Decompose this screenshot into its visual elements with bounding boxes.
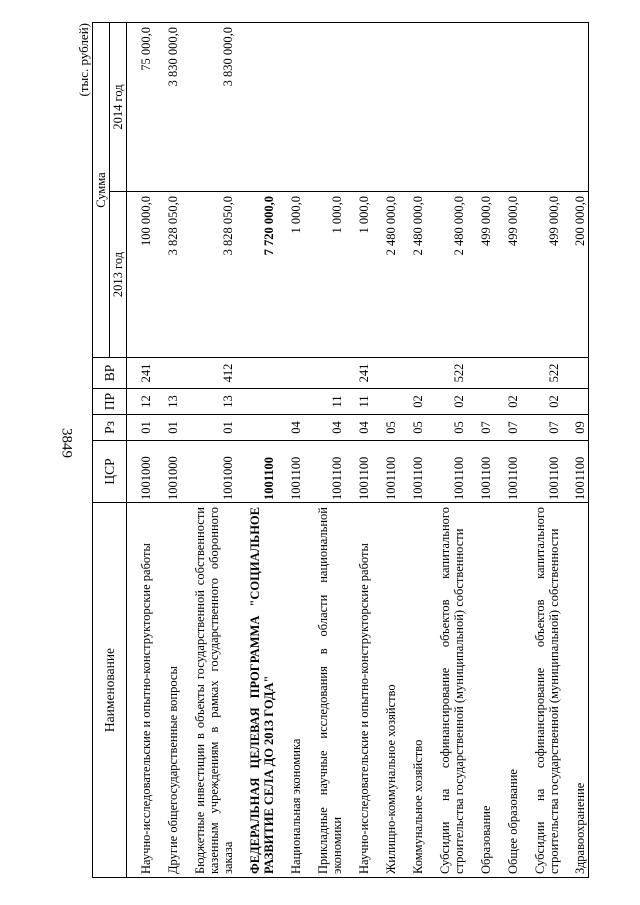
row-vr: [277, 358, 304, 389]
table-header: [93, 23, 127, 878]
row-rz: 01: [127, 415, 154, 441]
row-sum-2014: 75 000,0: [127, 23, 154, 192]
row-vr: [399, 358, 426, 389]
row-rz: 05: [426, 415, 467, 441]
row-pr: [467, 389, 494, 415]
row-sum-2014: [494, 23, 521, 192]
table-row: [426, 23, 467, 878]
header-sum: Сумма: [93, 23, 110, 358]
row-name: Жилищно-коммунальное хозяйство: [372, 503, 399, 878]
row-rz: 04: [277, 415, 304, 441]
row-sum-2014: [562, 23, 589, 192]
row-rz: 07: [467, 415, 494, 441]
row-rz: 07: [494, 415, 521, 441]
row-sum-2014: [372, 23, 399, 192]
row-pr: 02: [521, 389, 562, 415]
row-csr: 1001100: [494, 441, 521, 503]
row-name: Прикладные научные исследования в области национальной экономики: [304, 503, 345, 878]
row-sum-2013: 3 828 050,0: [181, 192, 236, 358]
row-vr: [562, 358, 589, 389]
row-rz: 05: [399, 415, 426, 441]
row-vr: [236, 358, 277, 389]
row-rz: 09: [562, 415, 589, 441]
row-name: Бюджетные инвестиции в объекты государственной собственности казенным учреждениям в рамках государственного оборонного заказа: [181, 503, 236, 878]
row-rz: [236, 415, 277, 441]
row-vr: 522: [426, 358, 467, 389]
row-sum-2014: [345, 23, 372, 192]
row-sum-2013: 499 000,0: [521, 192, 562, 358]
row-pr: 12: [127, 389, 154, 415]
row-sum-2014: [467, 23, 494, 192]
row-vr: 412: [181, 358, 236, 389]
row-csr: 1001100: [345, 441, 372, 503]
row-pr: [372, 389, 399, 415]
row-sum-2014: [304, 23, 345, 192]
row-sum-2013: 499 000,0: [494, 192, 521, 358]
rotated-page: [76, 23, 612, 878]
row-sum-2013: 200 000,0: [562, 192, 589, 358]
table-row: [372, 23, 399, 878]
row-name: Научно-исследовательские и опытно-конструкторские работы: [345, 503, 372, 878]
header-rz: Рз: [93, 415, 127, 441]
row-csr: 1001000: [154, 441, 181, 503]
row-sum-2013: 499 000,0: [467, 192, 494, 358]
row-sum-2013: 2 480 000,0: [372, 192, 399, 358]
row-csr: 1001100: [236, 441, 277, 503]
row-rz: 01: [154, 415, 181, 441]
row-sum-2013: 100 000,0: [127, 192, 154, 358]
table-row: [277, 23, 304, 878]
row-csr: 1001100: [304, 441, 345, 503]
page-number: 3849: [58, 428, 75, 458]
row-name: Субсидии на софинансирование объектов капитального строительства государственной (муниципальной) собственности: [426, 503, 467, 878]
table-row: [399, 23, 426, 878]
table-row: [304, 23, 345, 878]
row-csr: 1001100: [372, 441, 399, 503]
row-pr: 02: [426, 389, 467, 415]
table-row: [467, 23, 494, 878]
row-vr: 522: [521, 358, 562, 389]
table-row: [236, 23, 277, 878]
row-vr: [467, 358, 494, 389]
row-sum-2013: 1 000,0: [304, 192, 345, 358]
row-name: Субсидии на софинансирование объектов капитального строительства государственной (муниципальной) собственности: [521, 503, 562, 878]
row-sum-2014: [521, 23, 562, 192]
header-csr: ЦСР: [93, 441, 127, 503]
row-vr: 241: [127, 358, 154, 389]
units-note: (тыс. рублей): [76, 23, 91, 97]
row-name: Образование: [467, 503, 494, 878]
row-sum-2014: 3 830 000,0: [181, 23, 236, 192]
row-vr: [304, 358, 345, 389]
table-row: [127, 23, 154, 878]
table-row: [181, 23, 236, 878]
budget-table: [92, 22, 589, 878]
row-sum-2014: [277, 23, 304, 192]
row-csr: 1001100: [467, 441, 494, 503]
row-pr: 02: [494, 389, 521, 415]
row-pr: 11: [304, 389, 345, 415]
header-pr: ПР: [93, 389, 127, 415]
row-name: Здравоохранение: [562, 503, 589, 878]
table-row: [521, 23, 562, 878]
table-row: [494, 23, 521, 878]
table-row: [562, 23, 589, 878]
row-sum-2014: [426, 23, 467, 192]
row-csr: 1001100: [521, 441, 562, 503]
row-sum-2013: 3 828 050,0: [154, 192, 181, 358]
table-row: [345, 23, 372, 878]
row-vr: [154, 358, 181, 389]
row-sum-2013: 1 000,0: [277, 192, 304, 358]
row-name: ФЕДЕРАЛЬНАЯ ЦЕЛЕВАЯ ПРОГРАММА "СОЦИАЛЬНОЕ РАЗВИТИЕ СЕЛА ДО 2013 ГОДА": [236, 503, 277, 878]
row-rz: 07: [521, 415, 562, 441]
row-name: Другие общегосударственные вопросы: [154, 503, 181, 878]
row-pr: [277, 389, 304, 415]
row-name: Общее образование: [494, 503, 521, 878]
row-sum-2013: 7 720 000,0: [236, 192, 277, 358]
row-csr: 1001100: [562, 441, 589, 503]
header-vr: ВР: [93, 358, 127, 389]
row-vr: [494, 358, 521, 389]
row-pr: [562, 389, 589, 415]
row-sum-2013: 2 480 000,0: [426, 192, 467, 358]
table-row: [154, 23, 181, 878]
row-vr: [372, 358, 399, 389]
header-name: Наименование: [93, 503, 127, 878]
row-csr: 1001000: [181, 441, 236, 503]
row-csr: 1001100: [277, 441, 304, 503]
row-sum-2014: 3 830 000,0: [154, 23, 181, 192]
row-rz: 04: [304, 415, 345, 441]
row-pr: 02: [399, 389, 426, 415]
row-name: Научно-исследовательские и опытно-конструкторские работы: [127, 503, 154, 878]
row-csr: 1001100: [399, 441, 426, 503]
row-csr: 1001000: [127, 441, 154, 503]
row-rz: 04: [345, 415, 372, 441]
row-sum-2014: [236, 23, 277, 192]
row-csr: 1001100: [426, 441, 467, 503]
row-pr: 11: [345, 389, 372, 415]
table-body: [127, 23, 589, 878]
header-2013: 2013 год: [110, 192, 127, 358]
row-pr: 13: [181, 389, 236, 415]
row-pr: [236, 389, 277, 415]
header-2014: 2014 год: [110, 23, 127, 192]
row-sum-2013: 1 000,0: [345, 192, 372, 358]
row-rz: 05: [372, 415, 399, 441]
row-sum-2013: 2 480 000,0: [399, 192, 426, 358]
row-name: Коммунальное хозяйство: [399, 503, 426, 878]
row-vr: 241: [345, 358, 372, 389]
row-name: Национальная экономика: [277, 503, 304, 878]
row-rz: 01: [181, 415, 236, 441]
row-sum-2014: [399, 23, 426, 192]
row-pr: 13: [154, 389, 181, 415]
